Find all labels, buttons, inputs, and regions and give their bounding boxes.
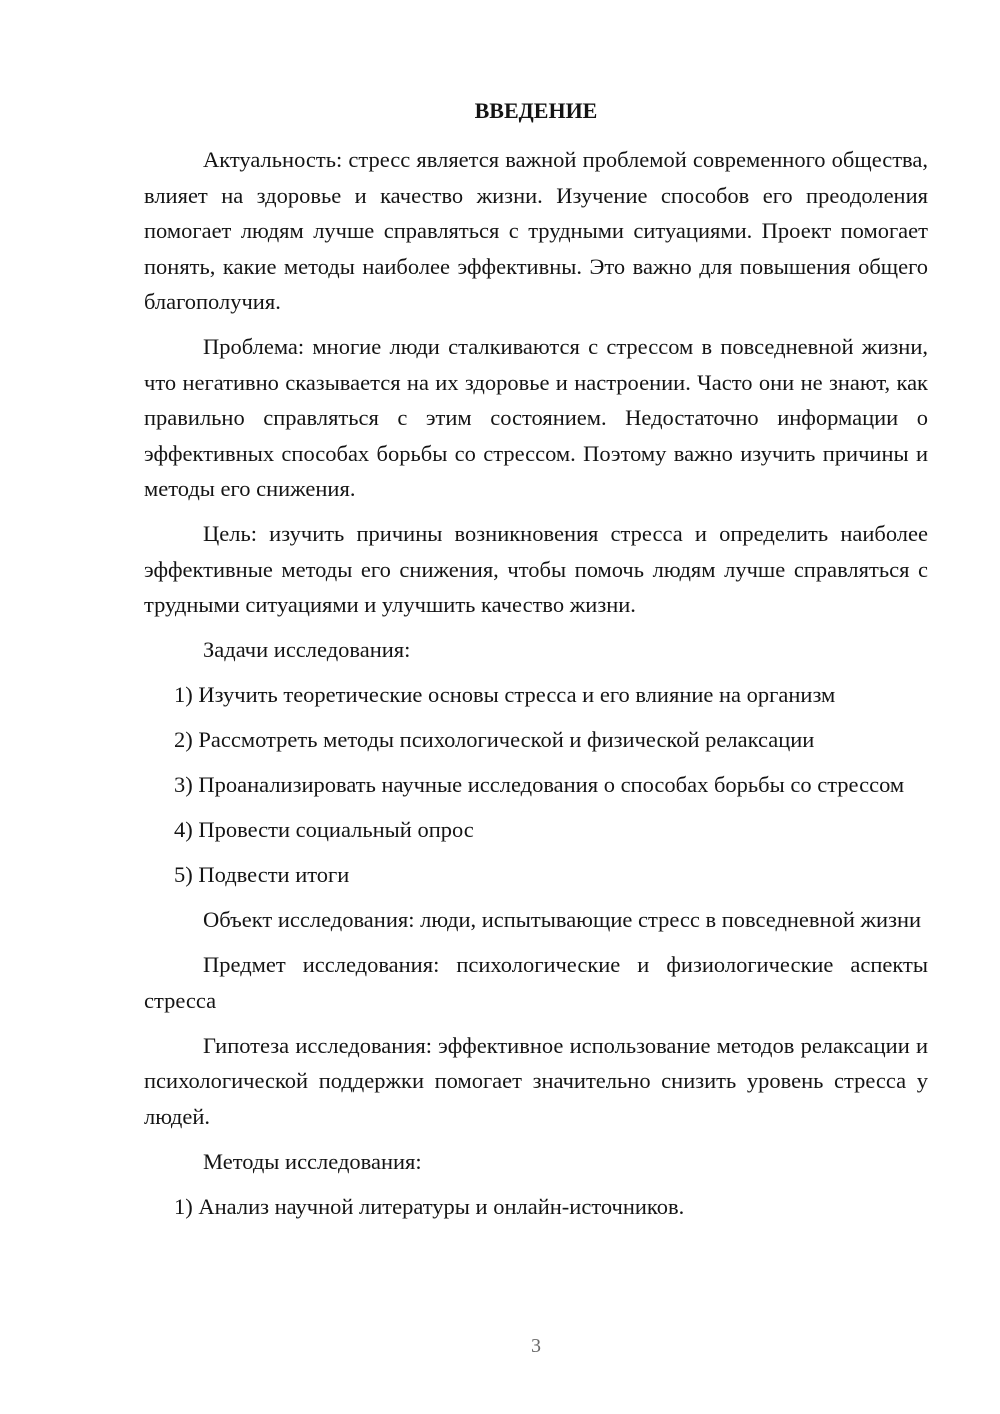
tasks-heading: Задачи исследования: — [203, 637, 411, 662]
paragraph-subject: Предмет исследования: психологические и физиологические аспекты стресса — [144, 952, 928, 1013]
paragraph-goal: Цель: изучить причины возникновения стресса и определить наиболее эффективные методы его снижения, чтобы помочь людям лучше справляться с трудными ситуациями и улучшить качество жизни. — [144, 521, 928, 617]
task-item-3: 3) Проанализировать научные исследования о способах борьбы со стрессом — [174, 772, 905, 797]
paragraph-hypothesis: Гипотеза исследования: эффективное использование методов релаксации и психологической поддержки помогает значительно снизить уровень стресса у людей. — [144, 1032, 928, 1129]
task-item-5: 5) Подвести итоги — [174, 862, 350, 887]
task-item-2: 2) Рассмотреть методы психологической и физической релаксации — [174, 727, 815, 752]
paragraph-problem: Проблема: многие люди сталкиваются с стрессом в повседневной жизни, что негативно сказывается на их здоровье и настроении. Часто они не знают, как правильно справляться с этим состоянием. Недостаточно информации о эффективных способах борьбы со стрессом. Поэтому важно изучить причины и методы его снижения. — [144, 334, 928, 501]
paragraph-relevance: Актуальность: стресс является важной проблемой современного общества, влияет на здоровье и качество жизни. Изучение способов его преодоления помогает людям лучше справляться с трудными ситуациями. Проект помогает понять, какие методы наиболее эффективны. Это важно для повышения общего благополучия. — [144, 147, 928, 314]
task-item-1: 1) Изучить теоретические основы стресса и его влияние на организм — [174, 682, 836, 707]
method-item-1: 1) Анализ научной литературы и онлайн-источников. — [174, 1193, 685, 1219]
paragraph-object: Объект исследования: люди, испытывающие стресс в повседневной жизни — [203, 907, 922, 932]
page-number: 3 — [531, 1335, 541, 1357]
task-item-4: 4) Провести социальный опрос — [174, 817, 474, 842]
section-title: ВВЕДЕНИЕ — [474, 98, 598, 123]
methods-heading: Методы исследования: — [203, 1148, 422, 1174]
document-body — [144, 142, 928, 1234]
